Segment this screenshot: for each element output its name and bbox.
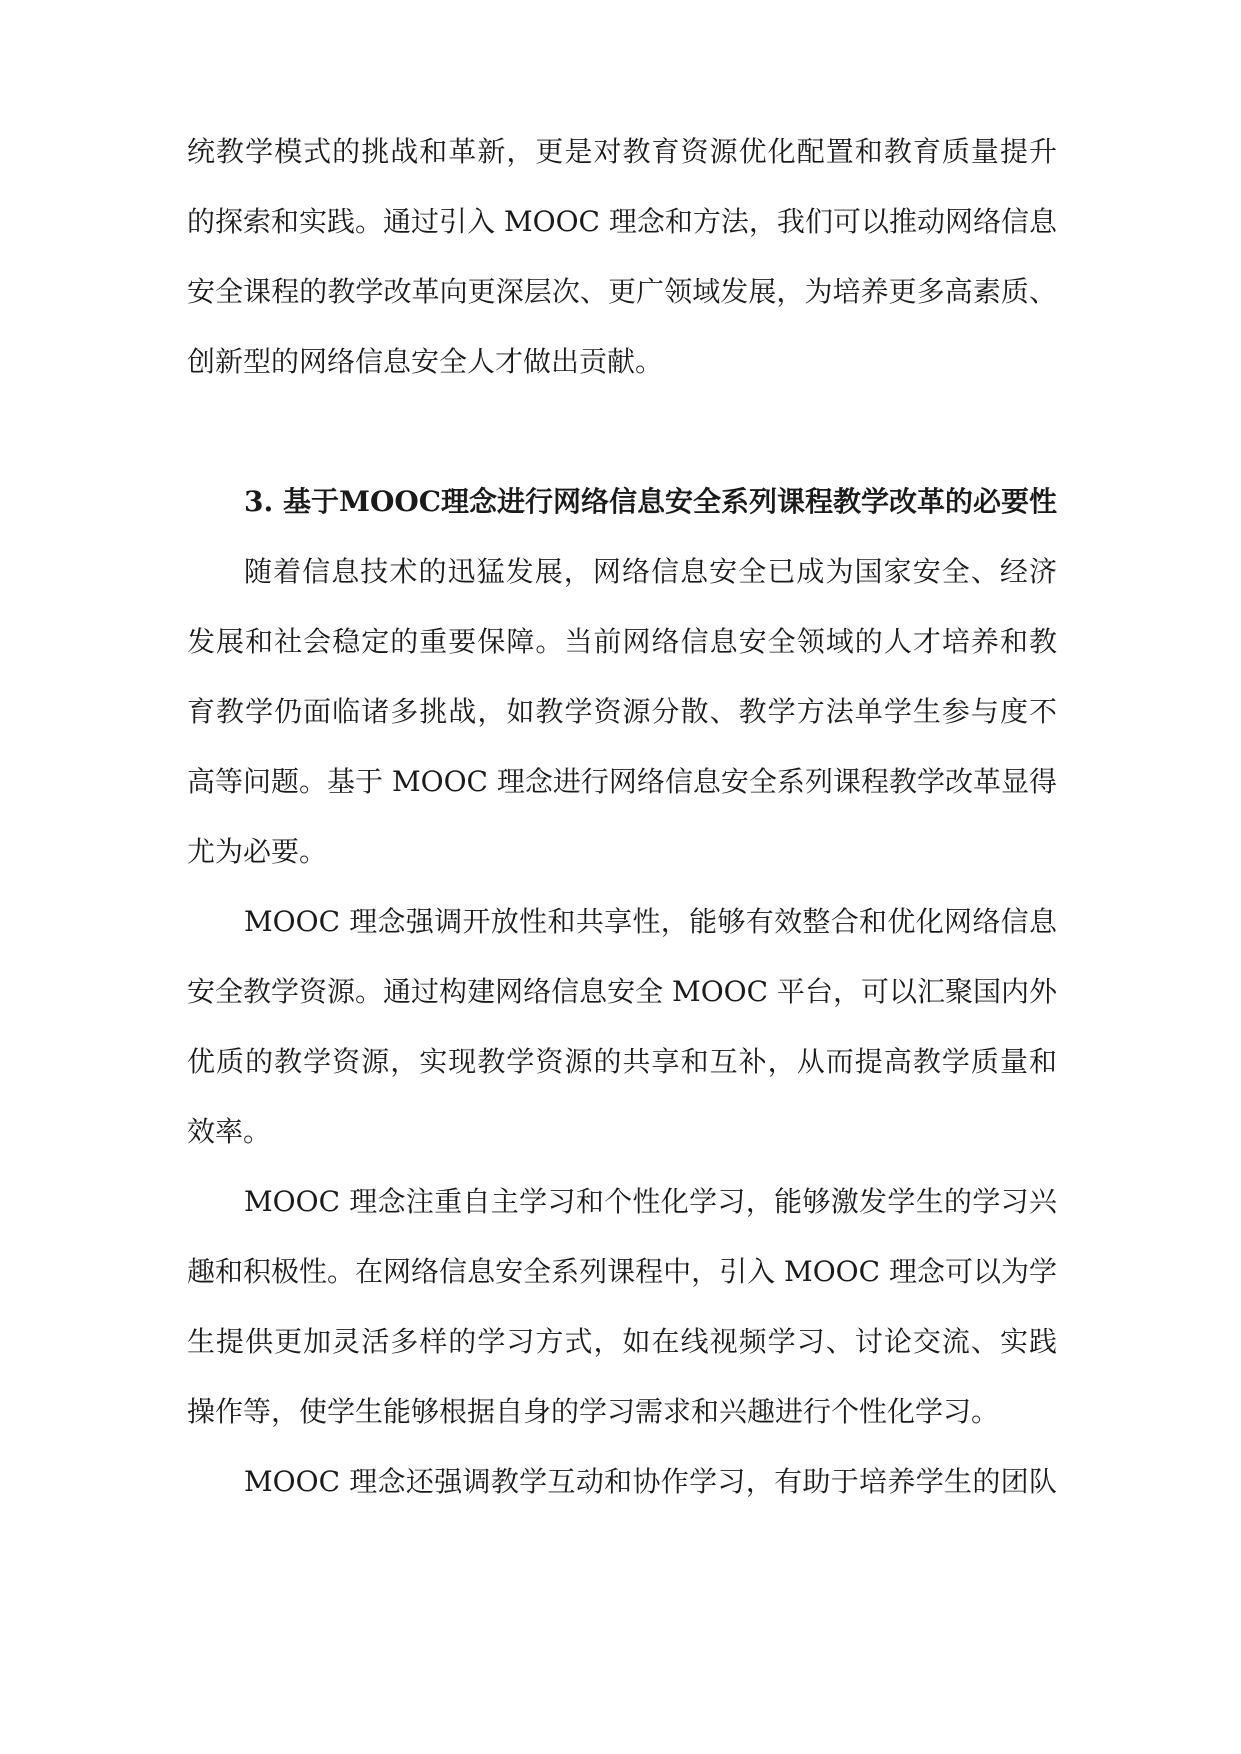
text-line: MOOC 理念还强调教学互动和协作学习，有助于培养学生的团队 (244, 1465, 1057, 1498)
text-line: 效率。 (187, 1115, 272, 1148)
text-line: 高等问题。基于 MOOC 理念进行网络信息安全系列课程教学改革显得 (187, 765, 1057, 798)
text-line: 的探索和实践。通过引入 MOOC 理念和方法，我们可以推动网络信息 (187, 205, 1057, 238)
text-line: 尤为必要。 (187, 835, 328, 868)
text-line: 育教学仍面临诸多挑战，如教学资源分散、教学方法单学生参与度不 (187, 695, 1057, 728)
text-line: 随着信息技术的迅猛发展，网络信息安全已成为国家安全、经济 (244, 555, 1057, 588)
text-line: 优质的教学资源，实现教学资源的共享和互补，从而提高教学质量和 (187, 1045, 1057, 1078)
text-line: 生提供更加灵活多样的学习方式，如在线视频学习、讨论交流、实践 (187, 1325, 1057, 1358)
text-line: MOOC 理念强调开放性和共享性，能够有效整合和优化网络信息 (244, 905, 1057, 938)
text-line: 统教学模式的挑战和革新，更是对教育资源优化配置和教育质量提升 (187, 135, 1057, 168)
text-line: 安全教学资源。通过构建网络信息安全 MOOC 平台，可以汇聚国内外 (187, 975, 1057, 1008)
text-line: 创新型的网络信息安全人才做出贡献。 (187, 345, 664, 378)
section-heading: 3. 基于MOOC理念进行网络信息安全系列课程教学改革的必要性 (244, 485, 1057, 518)
text-line: MOOC 理念注重自主学习和个性化学习，能够激发学生的学习兴 (244, 1185, 1057, 1218)
text-line: 发展和社会稳定的重要保障。当前网络信息安全领域的人才培养和教 (187, 625, 1057, 658)
text-line: 安全课程的教学改革向更深层次、更广领域发展，为培养更多高素质、 (187, 275, 1057, 308)
text-line: 趣和积极性。在网络信息安全系列课程中，引入 MOOC 理念可以为学 (187, 1255, 1057, 1288)
text-line: 操作等，使学生能够根据自身的学习需求和兴趣进行个性化学习。 (187, 1395, 1000, 1428)
